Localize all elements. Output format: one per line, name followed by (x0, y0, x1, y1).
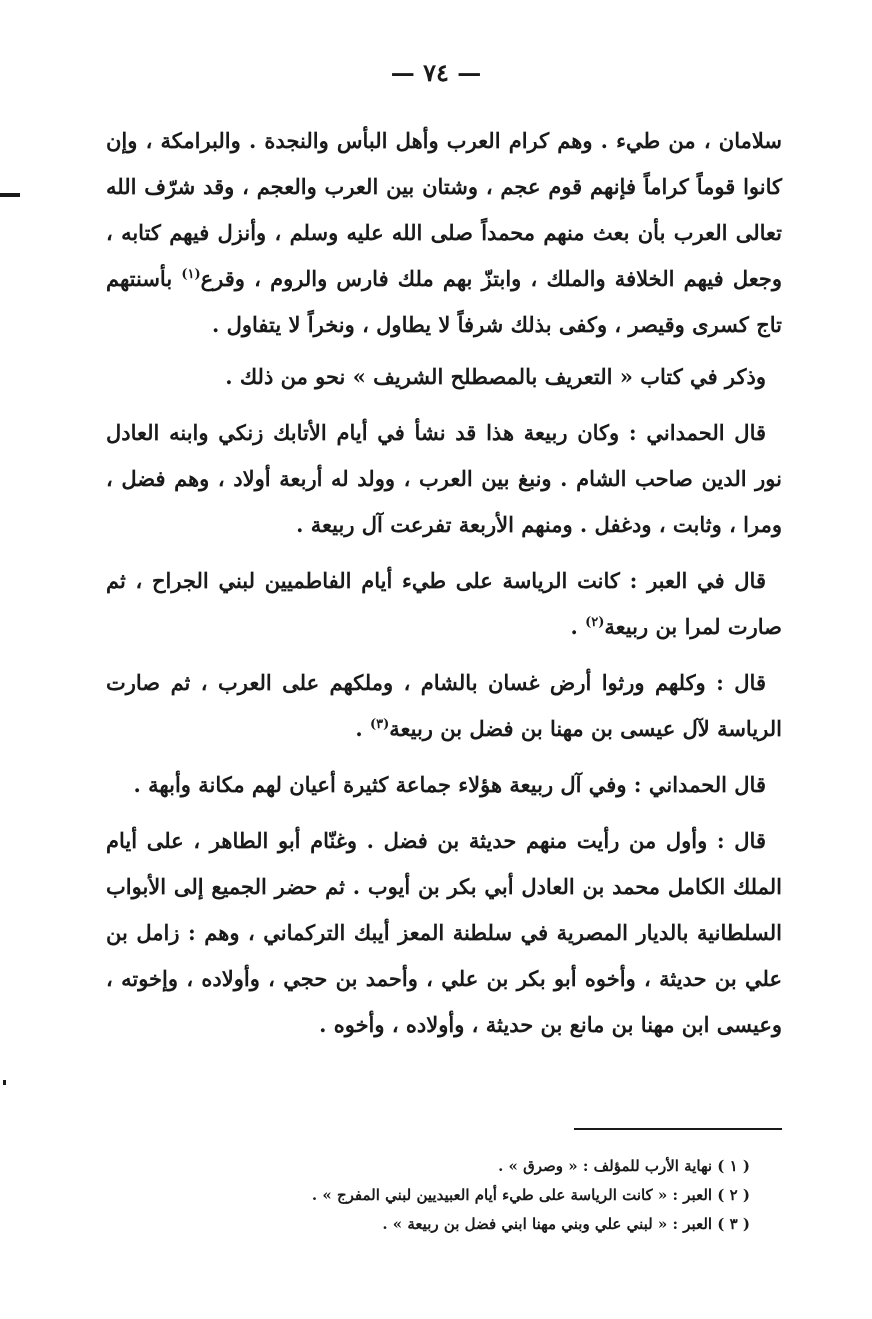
paragraph-1 (106, 118, 782, 348)
main-text (106, 118, 782, 1058)
paragraph-text: قال في العبر : كانت الرياسة على طيء أيام الفاطميين لبني الجراح ، ثم صارت لمرا بن ربيعة (106, 568, 782, 639)
footnote-3: ( ٣ ) العبر : « لبني علي وبني مهنا ابني فضل بن ربيعة » . (382, 1215, 750, 1233)
footnotes (200, 1152, 750, 1239)
paragraph-5 (106, 660, 782, 752)
margin-mark (0, 193, 20, 197)
footnote-2: ( ٢ ) العبر : « كانت الرياسة على طيء أيام العبيديين لبني المفرج » . (311, 1186, 750, 1204)
paragraph-3: قال الحمداني : وكان ربيعة هذا قد نشأ في أيام الأتابك زنكي وابنه العادل نور الدين صاحب الشام . ونبغ بين العرب ، وولد له أربعة أولاد ، وهم فضل ، ومرا ، وثابت ، ودغفل . ومنهم الأربعة تفرعت آل ربيعة . (106, 420, 782, 537)
footnote-ref-2: (٢) (585, 615, 605, 630)
paragraph-text: بأسنتهم تاج كسرى وقيصر ، وكفى بذلك شرفاً لا يطاول ، ونخراً لا يتفاول . (106, 266, 782, 337)
paragraph-2: وذكر في كتاب « التعريف بالمصطلح الشريف » نحو من ذلك . (225, 364, 766, 389)
footnote-ref-3: (٣) (369, 717, 390, 732)
punctuation: . (570, 614, 578, 639)
margin-mark (3, 1080, 6, 1085)
paragraph-text: سلامان ، من طيء . وهم كرام العرب وأهل البأس والنجدة . والبرامكة ، وإن كانوا قوماً كراماً فإنهم قوم عجم ، وشتان بين العرب والعجم ، وقد شرّف الله تعالى العرب بأن بعث منهم محمداً صلى الله عليه وسلم ، وأنزل فيهم كتابه ، وجعل فيهم الخلافة والملك ، وابتزّ بهم ملك فارس والروم ، وقرع (106, 128, 782, 291)
page-number: — ٧٤ — (390, 58, 482, 87)
paragraph-6: قال الحمداني : وفي آل ربيعة هؤلاء جماعة كثيرة أعيان لهم مكانة وأبهة . (133, 772, 766, 797)
paragraph-7: قال : وأول من رأيت منهم حديثة بن فضل . وغنّام أبو الطاهر ، على أيام الملك الكامل محمد بن العادل أبي بكر بن أيوب . ثم حضر الجميع إلى الأبواب السلطانية بالديار المصرية في سلطنة المعز أيبك التركماني ، وهم : زامل بن علي بن حديثة ، وأخوه أبو بكر بن علي ، وأحمد بن حجي ، وأولاده ، وإخوته ، وعيسى ابن مهنا بن مانع بن حديثة ، وأولاده ، وأخوه . (106, 828, 782, 1037)
paragraph-4 (106, 558, 782, 650)
footnote-ref-1: (١) (181, 267, 201, 282)
footnote-1: ( ١ ) نهاية الأرب للمؤلف : « وصرق » . (498, 1157, 750, 1175)
footnote-divider (574, 1128, 782, 1130)
paragraph-text: قال : وكلهم ورثوا أرض غسان بالشام ، وملكهم على العرب ، ثم صارت الرياسة لآل عيسى بن مهنا بن فضل بن ربيعة (106, 670, 782, 741)
punctuation: . (355, 716, 363, 741)
